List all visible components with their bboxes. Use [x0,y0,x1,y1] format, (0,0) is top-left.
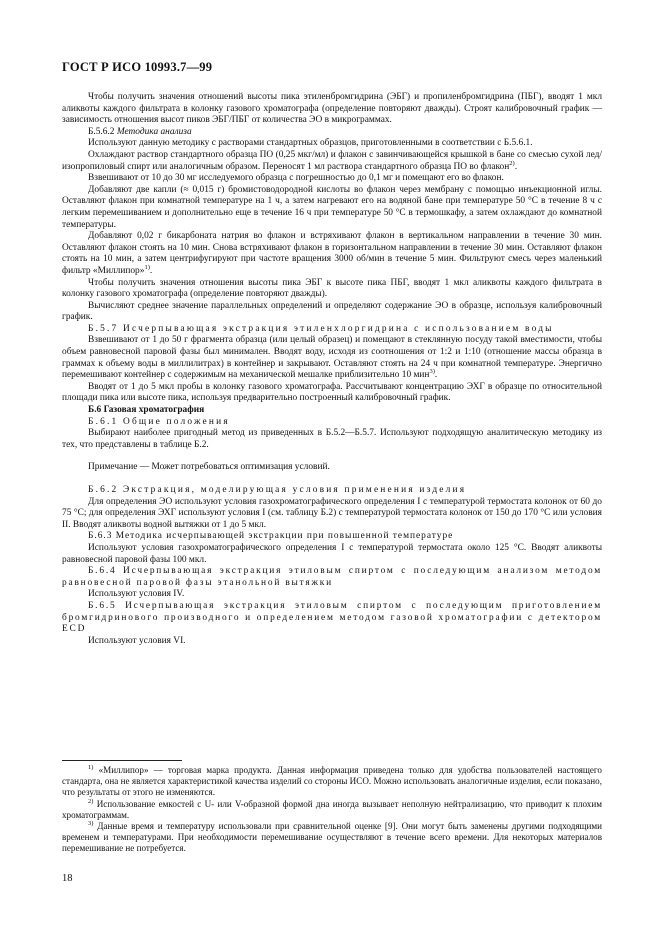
paragraph: Добавляют 0,02 г бикарбоната натрия во флакон и встряхивают флакон в вертикальном направлении в течение 30 мин. Оставляют флакон стоять на 10 мин. Снова встряхивают флакон в горизонтальном направлении в течение 30 мин. Оставляют флакон стоять на 10 мин, а затем центрифугируют при частоте вращения 3000 об/мин в течение 5 мин. Фильтруют смесь через маленький фильтр «Миллипор»$^{1)}$. [62,231,602,276]
section-heading-b61: Б.6.1 Общие положения [88,416,230,427]
footnotes [62,765,602,855]
paragraph: Используют условия IV. [88,589,185,600]
paragraph: Используют условия газохроматографического определения I с температурой термостата около 125 °С. Вводят аликвоты равновесной паровой фазы 100 мкл. [62,542,602,565]
footnote-ref: 1) [144,263,150,271]
paragraph: Используют условия VI. [88,635,186,646]
document-header: ГОСТ Р ИСО 10993.7—99 [62,60,213,74]
section-title: Методика анализа [116,126,192,137]
page-number: 18 [62,873,73,884]
footnote-2: $^{2)}$ Использование емкостей с U- или V-образной формой дна иногда вызывает неполную нейтрализацию, что приводит к плохим хроматограммам. [62,797,602,820]
paragraph: Чтобы получить значения отношения высоты пика ЭБГ к высоте пика ПБГ, вводят 1 мкл аликвоты каждого фильтрата в колонку газового хроматографа (определение повторяют дважды). [62,277,602,300]
document-body [62,92,602,647]
section-heading-b63: Б.6.3 Методика исчерпывающей экстракции при повышенной температуре [88,531,454,542]
spacer [62,451,602,462]
section-heading-b562: Б.5.6.2 Методика анализа [88,126,192,137]
section-heading-b64: Б.6.4 Исчерпывающая экстракция этиловым спиртом с последующим анализом методом равновесной паровой фазы этанольной вытяжки [62,566,602,588]
footnote-3: $^{3)}$ Данные время и температуру использовали при сравнительной оценке [9]. Они могут быть заменены другими подходящими временем и температурами. При необходимости перемешивание осуществляют в течение всего времени. Для некоторых материалов перемешивание не потребуется. [62,819,602,854]
paragraph: Используют данную методику с растворами стандартных образцов, приготовленными в соответствии с Б.5.6.1. [88,138,533,149]
footnote-1: $^{1)}$ «Миллипор» — торговая марка продукта. Данная информация приведена только для удобства пользователей настоящего стандарта, она не является характеристикой качества изделий со стороны ИСО. Можно использовать аналогичные изделия, если показано, что результаты от этого не изменяются. [62,763,602,798]
section-heading-b65: Б.6.5 Исчерпывающая экстракция этиловым спиртом с последующим приготовлением бромгидринового производного и определением методом газовой хроматографии с детектором ECD [62,600,602,635]
footnote-ref: 2) [509,159,515,167]
section-heading-b57: Б.5.7 Исчерпывающая экстракция этиленхлоргидрина с использованием воды [88,323,554,334]
note: Примечание — Может потребоваться оптимизация условий. [88,462,330,473]
paragraph: Добавляют две капли (≈ 0,015 г) бромистоводородной кислоты во флакон через мембрану с помощью инъекционной иглы. Оставляют флакон при комнатной температуре на 1 ч, а затем нагревают его на водяной бане при температуре 50 °С в течение 8 ч с легким перемешиванием и дополнительно еще в течение 16 ч при температуре 50 °С в термошкафу, а затем охлаждают до комнатной температуры. [62,184,602,230]
footnote-ref: 3) [429,368,435,376]
paragraph: Вычисляют среднее значение параллельных определений и определяют содержание ЭО в образце, используя калибровочный график. [62,300,602,323]
paragraph: Охлаждают раствор стандартного образца ПО (0,25 мкг/мл) и флакон с завинчивающейся крышкой в бане со смесью сухой лед/изопропиловый спирт или аналогичным образом. Переносят 1 мл раствора стандартного образца ПО во флакон$^{2)}$. [62,149,602,172]
paragraph: Для определения ЭО используют условия газохроматографического определения I с температурой термостата колонок от 60 до 75 °С; для определения ЭХГ используют условия I (см. таблицу Б.2) с температурой термостата колонок от 150 до 170 °С или условия II. Вводят аликвоты водной вытяжки от 1 до 5 мкл. [62,496,602,530]
footnote-divider [62,760,182,761]
paragraph: Чтобы получить значения отношений высоты пика этиленбромгидрина (ЭБГ) и пропиленбромгидрина (ПБГ), вводят 1 мкл аликвоты каждого фильтрата в колонку газового хроматографа (определение повторяют дважды). Строят калибровочный график — зависимость отношения высот пиков ЭБГ/ПБГ от количества ЭО в микрограммах. [62,92,602,126]
paragraph: Взвешивают от 10 до 30 мг исследуемого образца с погрешностью до 0,1 мг и помещают его во флакон. [88,173,504,184]
paragraph: Вводят от 1 до 5 мкл пробы в колонку газового хроматографа. Рассчитывают концентрацию ЭХГ в образце по относительной площади пика или высоте пика, используя предварительно построенный калибровочный график. [62,381,602,404]
spacer [62,474,602,485]
section-heading-b6: Б.6 Газовая хроматография [88,405,205,416]
paragraph: Выбирают наиболее пригодный метод из приведенных в Б.5.2—Б.5.7. Используют подходящую аналитическую методику из тех, что представлены в таблице Б.2. [62,428,602,450]
paragraph: Взвешивают от 1 до 50 г фрагмента образца (или целый образец) и помещают в стеклянную посуду такой вместимости, чтобы объем равновесной паровой фазы был минимален. Вводят воду, исходя из соотношения от 1:2 и 1:10 (отношение массы образца в граммах к объему воды в миллилитрах) в контейнер и закрывают. Оставляют стоять на 24 ч при комнатной температуре. Энергично перемешивают контейнер с содержимым на механической мешалке приблизительно 10 мин$^{3)}$. [62,335,602,381]
section-heading-b62: Б.6.2 Экстракция, моделирующая условия применения изделия [88,485,467,495]
